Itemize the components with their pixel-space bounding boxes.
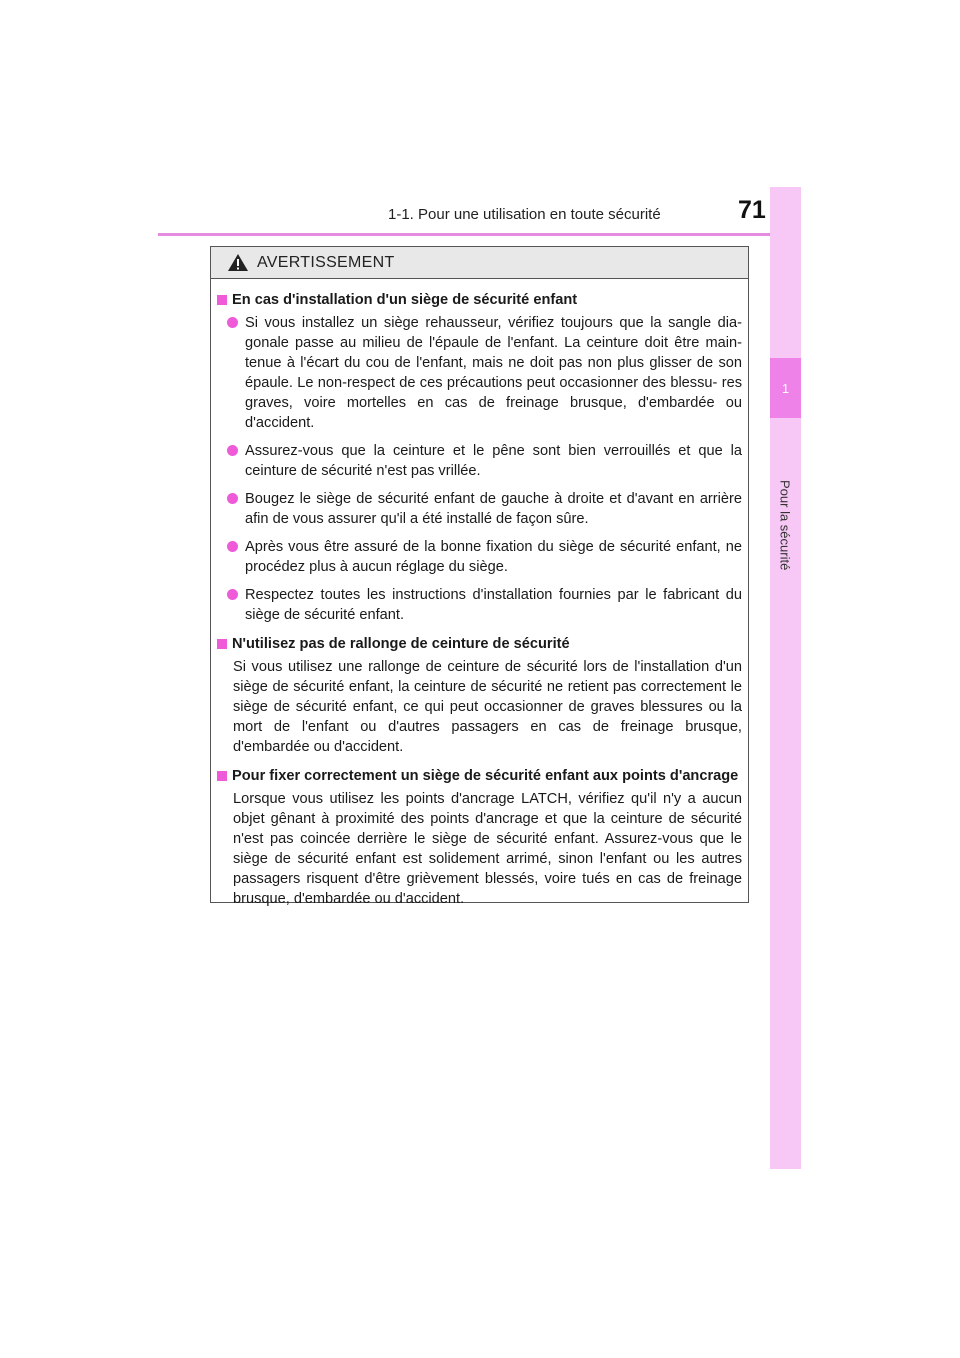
bullet-icon <box>227 541 238 552</box>
list-item: Après vous être assuré de la bonne fixation du siège de sécurité enfant, ne procédez plus à aucun réglage du siège. <box>227 537 742 577</box>
chapter-number: 1 <box>770 358 801 418</box>
chapter-label: Pour la sécurité <box>777 480 793 571</box>
header-rule <box>158 233 800 236</box>
warning-body <box>211 279 748 909</box>
section-anchor-points <box>217 766 742 909</box>
list-item: Assurez-vous que la ceinture et le pêne sont bien verrouillés et que la ceinture de sécurité n'est pas vrillée. <box>227 441 742 481</box>
section-paragraph: Si vous utilisez une rallonge de ceinture de sécurité lors de l'installation d'un siège de sécurité enfant, la ceinture de sécurité ne retient pas correctement le siège de sécurité enfant, ce qui peut occasionner de graves blessures ou la mort de l'enfant ou d'autres passagers en cas de freinage brusque, d'embardée ou d'accident. <box>233 659 742 755</box>
list-item: Si vous installez un siège rehausseur, vérifiez toujours que la sangle dia- gonale passe au milieu de l'épaule de l'enfant. La ceinture doit être main- tenue à l'écart du cou de l'enfant, mais ne doit pas non plus glisser de son épaule. Le non-respect de ces précautions peut occasionner des blessu- res graves, voire mortelles en cas de freinage brusque, d'embardée ou d'accident. <box>227 313 742 433</box>
section-child-seat-installation <box>217 290 742 625</box>
warning-header <box>211 247 748 279</box>
warning-title: AVERTISSEMENT <box>257 253 395 271</box>
square-bullet-icon <box>217 771 227 781</box>
page-number: 71 <box>738 196 766 224</box>
square-bullet-icon <box>217 639 227 649</box>
warning-triangle-icon <box>227 253 249 272</box>
warning-box <box>210 246 749 907</box>
side-tab <box>770 187 801 1169</box>
bullet-icon <box>227 445 238 456</box>
section-no-belt-extender <box>217 634 742 757</box>
section-title: Pour fixer correctement un siège de sécurité enfant aux points d'ancrage <box>232 768 739 784</box>
section-paragraph: Lorsque vous utilisez les points d'ancrage LATCH, vérifiez qu'il n'y a aucun objet gênant à proximité des points d'ancrage et que la ceinture de sécurité n'est pas coincée derrière le siège de sécurité enfant. Assurez-vous que le siège de sécurité enfant est solidement arrimé, sinon l'enfant ou les autres passagers risquent d'être grièvement blessés, voire tués en cas de freinage brusque, d'embardée ou d'accident. <box>233 791 742 907</box>
square-bullet-icon <box>217 295 227 305</box>
list-item: Bougez le siège de sécurité enfant de gauche à droite et d'avant en arrière afin de vous assurer qu'il a été installé de façon sûre. <box>227 489 742 529</box>
bullet-icon <box>227 589 238 600</box>
bullet-icon <box>227 317 238 328</box>
section-title: 1-1. Pour une utilisation en toute sécurité <box>388 206 661 223</box>
bullet-icon <box>227 493 238 504</box>
section-title: N'utilisez pas de rallonge de ceinture de sécurité <box>232 636 570 652</box>
section-title: En cas d'installation d'un siège de sécurité enfant <box>232 292 578 308</box>
list-item: Respectez toutes les instructions d'installation fournies par le fabricant du siège de sécurité enfant. <box>227 585 742 625</box>
